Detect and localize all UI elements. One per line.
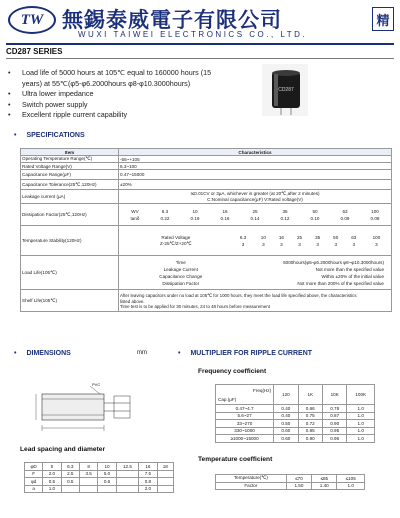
- logo-text: TW: [20, 11, 44, 28]
- table-row: 0.47~4.7 0.40 0.66 0.78 1.0: [216, 405, 375, 413]
- capacitor-photo: [262, 64, 308, 116]
- table-row: 5.6~27 0.40 0.75 0.87 1.0: [216, 412, 375, 420]
- series-title: CD287 SERIES: [6, 47, 63, 56]
- load-life-table: Time 5000hours(φ5-φ6.2000hours φ8~φ10.3000hours) Leakage Current Not more than the specified value Capacitance Change Within ±20% of the initial value Dissipation Factor Not more than 200% of the specified value: [159, 259, 384, 286]
- table-row: Rated Voltage Range(V) 6.3~100: [21, 163, 392, 170]
- table-row: φD 5 6.3 8 10 12.5 16 18: [25, 463, 174, 471]
- table-row: a 1.0 2.0: [25, 485, 174, 493]
- lead-spacing-table: [24, 462, 174, 493]
- temperature-coefficient-table: [215, 474, 365, 490]
- table-row: Dissipation Factor(25℃,120Hz) WV 6.3 10 16 25 35 50 63 100 tanδ 0.22 0.19 0.16 0.14 0.12 0.10 0.09 0.08: [21, 204, 392, 226]
- temperature-stability-table: Rated Voltage 6.3 10 16 25 35 50 63 100 Z-25℃/Z+20℃ 3 3 3 3 3 3 3 3: [160, 234, 381, 247]
- company-name-cn: 無錫泰威電子有限公司: [62, 7, 282, 32]
- specifications-heading: • SPECIFICATIONS: [14, 132, 85, 139]
- header-divider: [6, 43, 394, 45]
- table-row: 330~1000 0.60 0.85 0.95 1.0: [216, 427, 375, 435]
- dimensions-unit: mm: [137, 350, 147, 356]
- feature-item: • Load life of 5000 hours at 105℃ equal to 160000 hours (15: [8, 68, 212, 77]
- specifications-table: [20, 148, 392, 312]
- table-row: F 2.0 2.5 3.5 5.0 7.5: [25, 470, 174, 478]
- feature-item: • Ultra lower impedance: [8, 89, 94, 98]
- table-row: φd 0.5 0.5 0.6 0.8: [25, 478, 174, 486]
- table-header-characteristics: Characteristics: [119, 149, 392, 156]
- table-row: Capacitance Range(μF) 0.47~15000: [21, 170, 392, 180]
- table-header-row: [21, 149, 392, 156]
- company-logo: [8, 6, 56, 34]
- feature-item: years) at 55℃(φ5-φ6.2000hours φ8-φ10.3000hours): [22, 78, 191, 88]
- frequency-coefficient-table: [215, 384, 375, 443]
- feature-item: • Excellent ripple current capability: [8, 110, 128, 119]
- company-name-en: WUXI TAIWEI ELECTRONICS CO., LTD.: [78, 30, 308, 39]
- table-row: Load Life(105℃) Time 5000hours(φ5-φ6.2000hours φ8~φ10.3000hours) Leakage Current Not more than the specified value Capacitance Change Within ±20% of the initial value Dissipation Factor Not more than 200% of the specified value: [21, 256, 392, 290]
- dimensions-heading: • DIMENSIONS: [14, 350, 71, 357]
- table-row: 33~270 0.50 0.72 0.90 1.0: [216, 420, 375, 428]
- table-row: Leakage current (μA) I≤0.01CV or 3μA, whichever is greater (at 20℃,after 2 minutes) C:Nominal capacitance(μF) V:Rated voltage(V): [21, 190, 392, 204]
- table-row: Factor 1.50 1.40 1.0: [216, 482, 365, 490]
- pvc-label: PVC: [92, 382, 101, 387]
- capacitor-marking: CD287: [278, 87, 294, 93]
- dimension-drawing: [30, 382, 140, 442]
- table-row: Operating Temperature Range(℃) -55~+105: [21, 156, 392, 163]
- table-row: Shelf Life(105℃) After leaving capacitors under no load at 105℃ for 1000 hours, they meet the load life specified above, the characteristics listed above. Time test is to be applied for 30 minutes, 24 to 48 hours before measurement: [21, 290, 392, 312]
- table-row: Temperature Stability(120Hz) Rated Voltage 6.3 10 16 25 35 50 63 100 Z-25℃/Z+20℃ 3 3 3 3 3 3 3 3: [21, 226, 392, 256]
- temperature-coefficient-title: Temperature coefficient: [198, 456, 273, 463]
- table-row: Capacitance Tolerance(25℃,120Hz) ±20%: [21, 180, 392, 190]
- table-header-item: Item: [21, 149, 119, 156]
- series-divider: [6, 58, 394, 59]
- lead-spacing-title: Lead spacing and diameter: [20, 446, 106, 453]
- multiplier-heading: • MULTIPLIER FOR RIPPLE CURRENT: [178, 350, 313, 357]
- dissipation-factor-table: WV 6.3 10 16 25 35 50 63 100 tanδ 0.22 0.19 0.16 0.14 0.12 0.10 0.09 0.08: [130, 208, 380, 221]
- table-row: Temperature(℃) ≤70 ≤85 ≤105: [216, 475, 365, 483]
- company-seal: 精: [372, 7, 394, 31]
- table-row: Freq(Hz) Cap.(μF) 120 1K 10K 100K: [216, 385, 375, 405]
- frequency-coefficient-title: Frequency coefficient: [198, 368, 267, 375]
- feature-list: [8, 68, 258, 121]
- table-row: ≥1000~15000 0.60 0.90 0.96 1.0: [216, 435, 375, 443]
- feature-item: • Switch power supply: [8, 99, 88, 109]
